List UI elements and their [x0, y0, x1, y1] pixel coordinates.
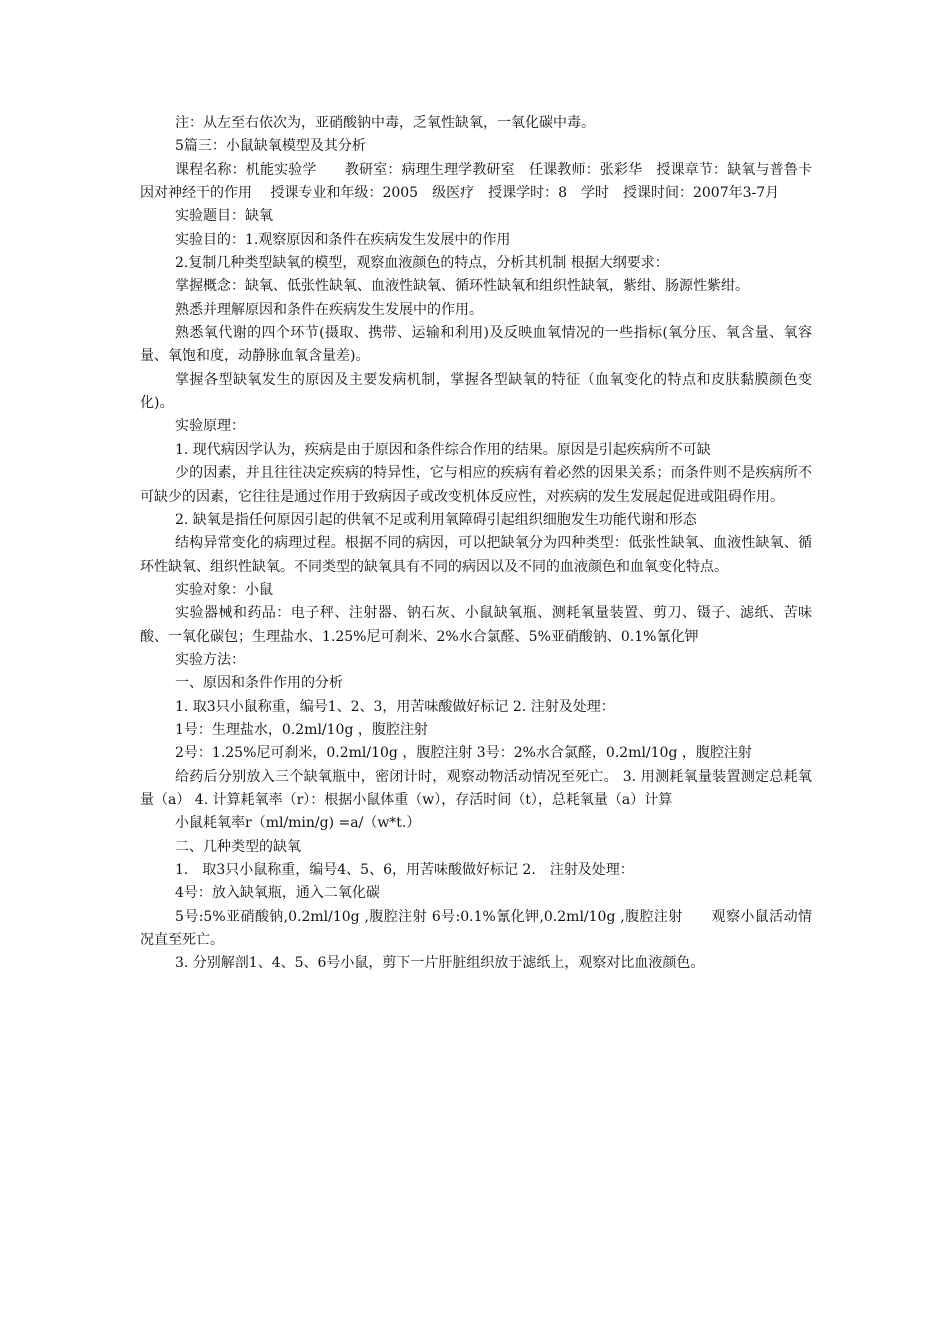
principle-2-body: 结构异常变化的病理过程。根据不同的病因，可以把缺氧分为四种类型：低张性缺氧、血液性缺氧、循环性缺氧、组织性缺氧。不同类型的缺氧具有不同的病因以及不同的血液颜色和血氧变化特点。 — [140, 535, 812, 575]
experiment-purpose-2: 2.复制几种类型缺氧的模型，观察血液颜色的特点，分析其机制 根据大纲要求： — [175, 255, 669, 272]
method-2-step-3: 3. 分别解剖1、4、5、6号小鼠，剪下一片肝脏组织放于滤纸上，观察对比血液颜色。 — [175, 955, 705, 972]
method-1-observation: 给药后分别放入三个缺氧瓶中，密闭计时，观察动物活动情况至死亡。 3. 用测耗氧量装置测定总耗氧量（a） 4. 计算耗氧率（r）：根据小鼠体重（w），存活时间（t），总耗氧量（a）计算 — [140, 768, 812, 808]
oxygen-rate-formula: 小鼠耗氧率r（ml/min/g) =a/（w*t.） — [175, 815, 421, 832]
requirement-master-mechanism: 掌握各型缺氧发生的原因及主要发病机制，掌握各型缺氧的特征（血氧变化的特点和皮肤黏膜颜色变化)。 — [140, 371, 812, 412]
requirement-familiar-causes: 熟悉并理解原因和条件在疾病发生发展中的作用。 — [175, 301, 483, 318]
mouse-4-treatment: 4号：放入缺氧瓶，通入二氧化碳 — [175, 885, 380, 902]
method-1-step-1: 1. 取3只小鼠称重，编号1、2、3，用苦味酸做好标记 2. 注射及处理： — [175, 698, 615, 715]
equipment-and-drugs: 实验器械和药品：电子秤、注射器、钠石灰、小鼠缺氧瓶、测耗氧量装置、剪刀、镊子、滤纸、苦味酸、一氧化碳包；生理盐水、1.25%尼可刹米、2%水合氯醛、5%亚硝酸钠、0.1%氰化钾 — [140, 605, 812, 645]
requirement-familiar-oxygen: 熟悉氧代谢的四个环节(摄取、携带、运输和利用)及反映血氧情况的一些指标(氧分压、氧含量、氧容量、氧饱和度，动静脉血氧含量差)。 — [140, 325, 812, 365]
requirement-master-concepts: 掌握概念：缺氧、低张性缺氧、血液性缺氧、循环性缺氧和组织性缺氧，紫绀、肠源性紫绀。 — [175, 278, 749, 295]
document-page — [140, 112, 812, 976]
method-part-2-heading: 二、几种类型的缺氧 — [175, 838, 301, 855]
course-info-paragraph: 课程名称：机能实验学 教研室：病理生理学教研室 任课教师：张彩华 授课章节：缺氧与普鲁卡因对神经干的作用 授课专业和年级：2005 级医疗 授课学时：8 学时 授课时间：2007年3-7月 — [140, 161, 812, 202]
note-paragraph: 注：从左至右依次为，亚硝酸钠中毒，乏氧性缺氧，一氧化碳中毒。 — [175, 115, 595, 131]
mouse-5-6-treatment: 5号:5%亚硝酸钠,0.2ml/10g ,腹腔注射 6号:0.1%氰化钾,0.2ml/10g ,腹腔注射 观察小鼠活动情况直至死亡。 — [140, 908, 812, 949]
mouse-1-treatment: 1号：生理盐水，0.2ml/10g ，腹腔注射 — [175, 721, 428, 738]
section-title: 5篇三：小鼠缺氧模型及其分析 — [175, 138, 366, 155]
mouse-2-3-treatment: 2号：1.25%尼可刹米，0.2ml/10g ，腹腔注射 3号：2%水合氯醛，0.2ml/10g ，腹腔注射 — [175, 745, 752, 762]
method-2-step-1: 1. 取3只小鼠称重，编号4、5、6，用苦味酸做好标记 2. 注射及处理： — [175, 862, 634, 878]
principle-2-line: 2. 缺氧是指任何原因引起的供氧不足或利用氧障碍引起组织细胞发生功能代谢和形态 — [175, 511, 697, 528]
experiment-title: 实验题目：缺氧 — [175, 208, 273, 225]
principle-heading: 实验原理： — [175, 418, 245, 435]
experiment-subject: 实验对象：小鼠 — [175, 581, 273, 598]
method-heading: 实验方法： — [175, 651, 245, 668]
experiment-purpose-1: 实验目的：1.观察原因和条件在疾病发生发展中的作用 — [175, 231, 511, 248]
principle-1-body: 少的因素，并且往往决定疾病的特异性，它与相应的疾病有着必然的因果关系；而条件则不是疾病所不可缺少的因素，它往往是通过作用于致病因子或改变机体反应性，对疾病的发生发展起促进或阻碍作用。 — [140, 465, 812, 505]
principle-1-line: 1. 现代病因学认为，疾病是由于原因和条件综合作用的结果。原因是引起疾病所不可缺 — [175, 441, 711, 458]
method-part-1-heading: 一、原因和条件作用的分析 — [175, 675, 343, 692]
